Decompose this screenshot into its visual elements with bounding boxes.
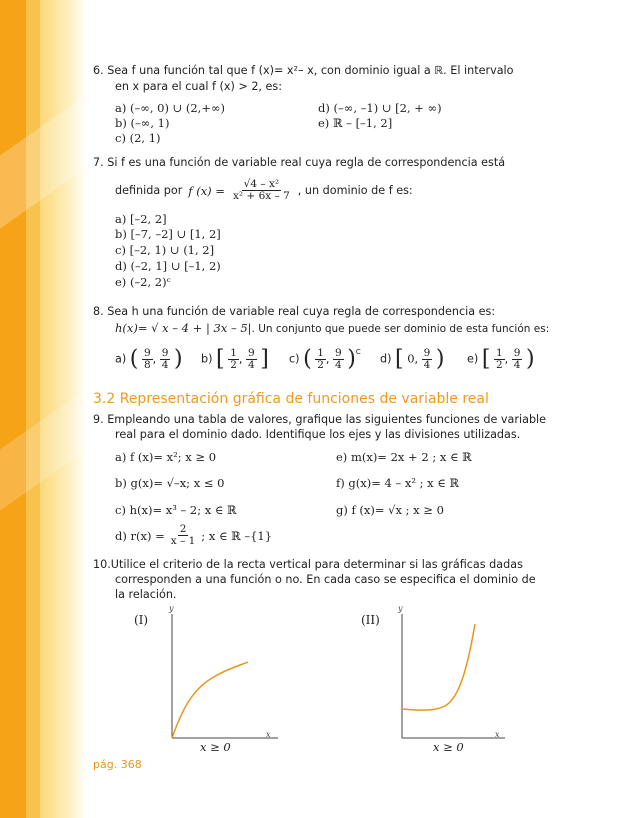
q7-option-d: d) (–2, 1] ∪ [–1, 2) (115, 259, 221, 273)
q8-opt-c-d1: 2 (317, 359, 324, 371)
q7-option-c: c) [–2, 1) ∪ (1, 2] (115, 243, 215, 257)
q8-opt-e-d2: 4 (513, 359, 521, 371)
q8-opt-d-lbracket: [ (395, 346, 404, 372)
graph-2-label: (II) (361, 613, 380, 627)
q7-def-pre: definida por (115, 184, 183, 197)
graph-2-y-label: y (398, 604, 403, 613)
q7-f-lhs: f (x) = (188, 183, 225, 198)
q8-opt-e-n2: 9 (513, 347, 521, 359)
section-heading: 3.2 Representación gráfica de funciones de variable real (93, 391, 489, 407)
q8-opt-b: b) [ $\frac{1}{2}$ , $\frac{9}{4}$ ] (201, 346, 269, 372)
q7-option-e: e) (–2, 2)ᶜ (115, 275, 171, 289)
q6-option-a: a) (–∞, 0) ∪ (2,+∞) (115, 101, 226, 115)
q9-item-d-pre: d) r(x) = (115, 528, 165, 543)
q8-opt-c-lbracket: ( (303, 346, 312, 372)
q8-opt-a-label: a) (115, 352, 127, 366)
q8-opt-b-n2: 9 (248, 347, 255, 359)
q8-opt-d-zero: 0 (407, 351, 415, 366)
q6-option-c: c) (2, 1) (115, 131, 161, 145)
q8-opt-b-n1: 1 (230, 347, 237, 359)
q8-opt-a-frac1 (142, 348, 153, 371)
q8-opt-c-frac2 (333, 348, 344, 371)
q9-item-e: e) m(x)= 2x + 2 ; x ∈ ℝ (336, 450, 472, 464)
q8-opt-c: c) ( $\frac{1}{2}$ , $\frac{9}{4}$ )$^C$ (289, 346, 361, 372)
decorative-side-band (0, 0, 86, 818)
q8-options (115, 342, 545, 376)
graph-2-curve (402, 624, 475, 710)
q7-option-b: b) [–7, –2] ∪ [1, 2] (115, 227, 221, 241)
q7-line1: 7. Si f es una función de variable real cuya regla de correspondencia está (93, 156, 506, 169)
q8-opt-c-label: c) (289, 352, 300, 366)
graph-2-domain: x ≥ 0 (433, 740, 464, 754)
q8-opt-d: d) [ 0, $\frac{9}{4}$ ) (380, 346, 445, 372)
q8-opt-e-lbracket: [ (481, 346, 491, 372)
q8-opt-e-frac2 (512, 348, 523, 371)
q8-opt-b-d1: 2 (230, 359, 237, 371)
q9-line2: real para el dominio dado. Identifique los ejes y las divisiones utilizadas. (115, 428, 521, 441)
q8-opt-e-label: e) (467, 352, 479, 366)
q8-opt-c-d2: 4 (335, 359, 342, 371)
q8-opt-b-frac1 (228, 348, 239, 371)
q8-opt-a-frac2 (160, 348, 171, 371)
q8-opt-c-n1: 1 (317, 347, 324, 359)
q6-option-e: e) ℝ – [–1, 2] (318, 116, 393, 130)
graph-1-y-label: y (169, 604, 174, 613)
q6-option-d: d) (–∞, –1) ∪ [2, + ∞) (318, 101, 442, 115)
q9-item-d-den: x – 1 (170, 535, 196, 547)
q8-opt-a-n2: 9 (161, 347, 169, 359)
q9-item-f: f) g(x)= 4 – x² ; x ∈ ℝ (336, 476, 460, 490)
graph-1 (120, 600, 290, 760)
q8-opt-d-label: d) (380, 352, 392, 366)
q8-opt-e-rbracket: ) (526, 346, 535, 372)
q8-opt-b-d2: 4 (248, 359, 255, 371)
q9-line1: 9. Empleando una tabla de valores, grafique las siguientes funciones de variable (93, 413, 547, 426)
q8-opt-d-d2: 4 (423, 359, 431, 371)
q8-opt-b-label: b) (201, 352, 213, 366)
graph-2-x-label: x (495, 730, 500, 739)
q8-opt-d-frac2 (422, 348, 433, 371)
graph-2 (355, 600, 525, 760)
q6-line1: 6. Sea f una función tal que f (x)= x²– x, con dominio igual a ℝ. El intervalo (93, 64, 514, 77)
q8-rule: h(x)= √ x – 4 + | 3x – 5| (115, 321, 252, 335)
q6-option-b: b) (–∞, 1) (115, 116, 170, 130)
q8-rule-line (115, 321, 549, 335)
graph-1-x-label: x (266, 730, 271, 739)
q8-opt-a: a) ( $\frac{9}{8}$ , $\frac{9}{4}$ ) (115, 346, 183, 372)
q8-opt-c-rbracket: ) (347, 346, 356, 372)
graph-1-label: (I) (134, 613, 149, 627)
q8-opt-b-lbracket: [ (216, 346, 225, 372)
q10-line3: la relación. (115, 588, 177, 601)
q6-line2: en x para el cual f (x) > 2, es: (115, 80, 283, 93)
q9-item-d-fraction (169, 524, 198, 547)
q9-item-d-num: 2 (179, 523, 187, 535)
q8-opt-a-d2: 4 (161, 359, 169, 371)
q8-line1: 8. Sea h una función de variable real cuya regla de correspondencia es: (93, 305, 496, 318)
q8-opt-c-complement: C (355, 348, 361, 356)
q7-def-post: , un dominio de f es: (297, 184, 413, 197)
q9-item-g: g) f (x)= √x ; x ≥ 0 (336, 503, 444, 517)
q9-item-b: b) g(x)= √–x; x ≤ 0 (115, 476, 225, 490)
q8-opt-b-frac2 (246, 348, 257, 371)
q7-fraction (231, 179, 292, 202)
q8-rule-post: . Un conjunto que puede ser dominio de esta función es: (251, 323, 550, 335)
q7-definition (115, 179, 413, 202)
q8-opt-e-frac1 (494, 348, 505, 371)
q9-item-d (115, 524, 272, 547)
q8-opt-c-n2: 9 (335, 347, 342, 359)
q8-opt-a-rbracket: ) (174, 346, 183, 372)
q7-option-a: a) [–2, 2] (115, 212, 167, 226)
q9-item-c: c) h(x)= x³ – 2; x ∈ ℝ (115, 503, 237, 517)
q8-opt-d-rbracket: ) (435, 346, 445, 372)
q10-line2: corresponden a una función o no. En cada caso se especifica el dominio de (115, 573, 536, 586)
graph-1-curve (172, 662, 248, 738)
q8-opt-d-n2: 9 (423, 347, 431, 359)
q10-line1: 10.Utilice el criterio de la recta vertical para determinar si las gráficas dadas (93, 558, 523, 571)
q8-opt-e: e) [ $\frac{1}{2}$ , $\frac{9}{4}$ ) (467, 346, 535, 372)
q8-opt-a-lbracket: ( (129, 346, 139, 372)
q8-opt-e-n1: 1 (495, 347, 503, 359)
q7-numerator: √4 – x² (243, 178, 280, 190)
q8-opt-c-frac1 (315, 348, 326, 371)
q8-opt-b-rbracket: ] (260, 346, 269, 372)
q8-opt-a-n1: 9 (143, 347, 151, 359)
graph-1-domain: x ≥ 0 (200, 740, 231, 754)
q9-item-a: a) f (x)= x²; x ≥ 0 (115, 450, 217, 464)
q9-item-d-post: ; x ∈ ℝ –{1} (201, 528, 273, 543)
q7-denominator: x² + 6x – 7 (232, 190, 290, 202)
q8-opt-e-d1: 2 (495, 359, 503, 371)
q8-opt-a-d1: 8 (143, 359, 151, 371)
page-number: pág. 368 (93, 758, 142, 771)
